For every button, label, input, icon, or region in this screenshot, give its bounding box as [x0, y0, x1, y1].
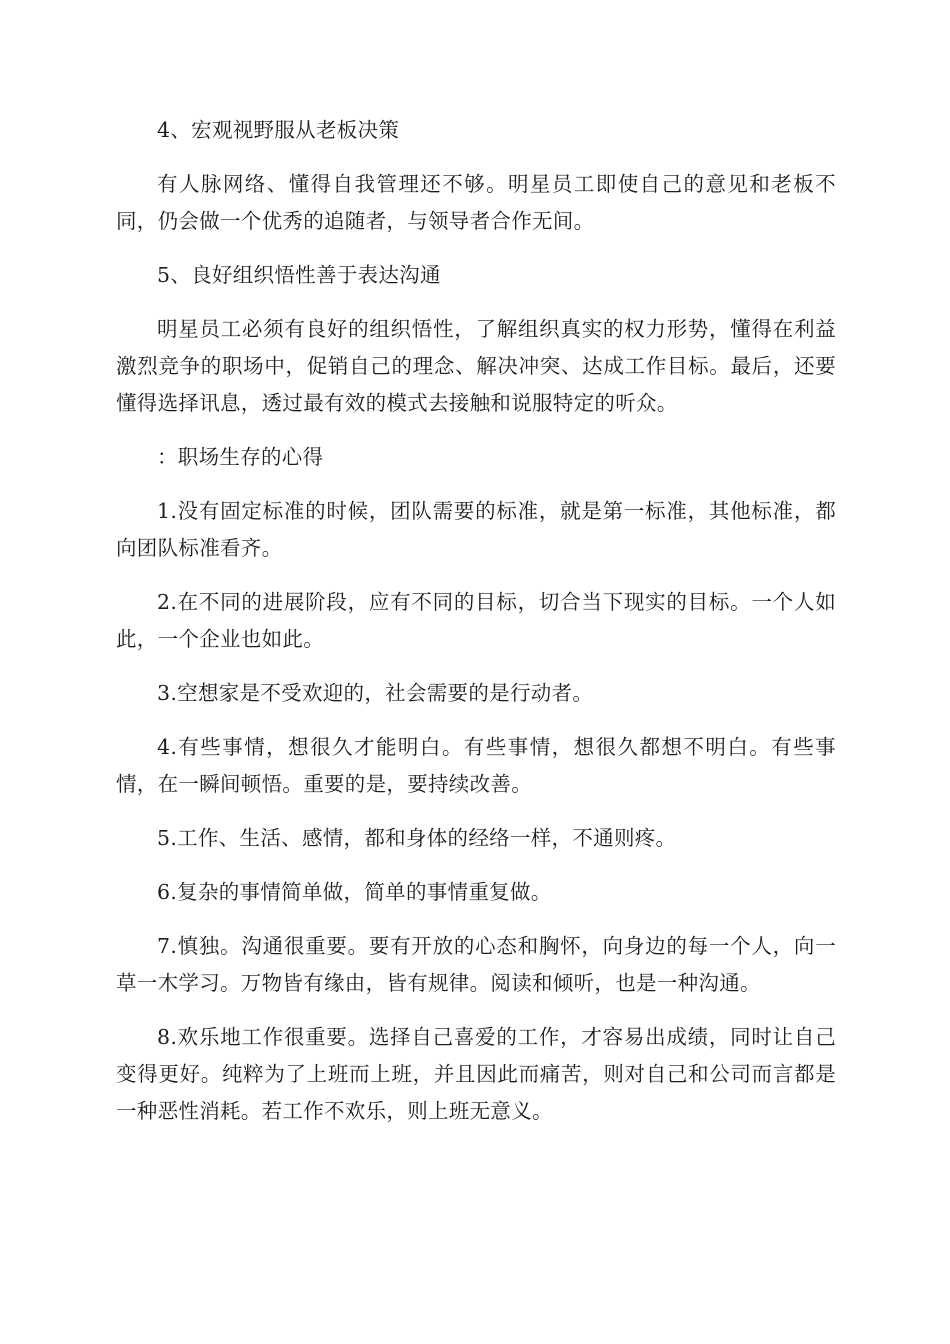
list-item-2: 2.在不同的进展阶段，应有不同的目标，切合当下现实的目标。一个人如此，一个企业也如此。: [116, 590, 836, 651]
list-item-3: 3.空想家是不受欢迎的，社会需要的是行动者。: [157, 681, 594, 705]
paragraph-organization-sense: 明星员工必须有良好的组织悟性，了解组织真实的权力形势，懂得在利益激烈竞争的职场中，促销自己的理念、解决冲突、达成工作目标。最后，还要懂得选择讯息，透过最有效的模式去接触和说服特定的听众。: [116, 317, 836, 415]
paragraph-follow-boss: 有人脉网络、懂得自我管理还不够。明星员工即使自己的意见和老板不同，仍会做一个优秀的追随者，与领导者合作无间。: [116, 172, 836, 233]
list-item-6: 6.复杂的事情简单做，简单的事情重复做。: [157, 880, 552, 904]
list-item-8: 8.欢乐地工作很重要。选择自己喜爱的工作，才容易出成绩，同时让自己变得更好。纯粹为了上班而上班，并且因此而痛苦，则对自己和公司而言都是一种恶性消耗。若工作不欢乐，则上班无意义。: [116, 1025, 836, 1123]
section-heading-4: 4、宏观视野服从老板决策: [157, 118, 400, 142]
document-body: [116, 112, 836, 1147]
list-item-4: 4.有些事情，想很久才能明白。有些事情，想很久都想不明白。有些事情，在一瞬间顿悟。重要的是，要持续改善。: [116, 735, 836, 796]
list-item-5: 5.工作、生活、感情，都和身体的经络一样，不通则疼。: [157, 826, 677, 850]
section-heading-5: 5、良好组织悟性善于表达沟通: [157, 263, 441, 287]
section-heading-survival: ：职场生存的心得: [157, 445, 324, 469]
list-item-7: 7.慎独。沟通很重要。要有开放的心态和胸怀，向身边的每一个人，向一草一木学习。万物皆有缘由，皆有规律。阅读和倾听，也是一种沟通。: [116, 934, 836, 995]
list-item-1: 1.没有固定标准的时候，团队需要的标准，就是第一标准，其他标准，都向团队标准看齐。: [116, 499, 836, 560]
